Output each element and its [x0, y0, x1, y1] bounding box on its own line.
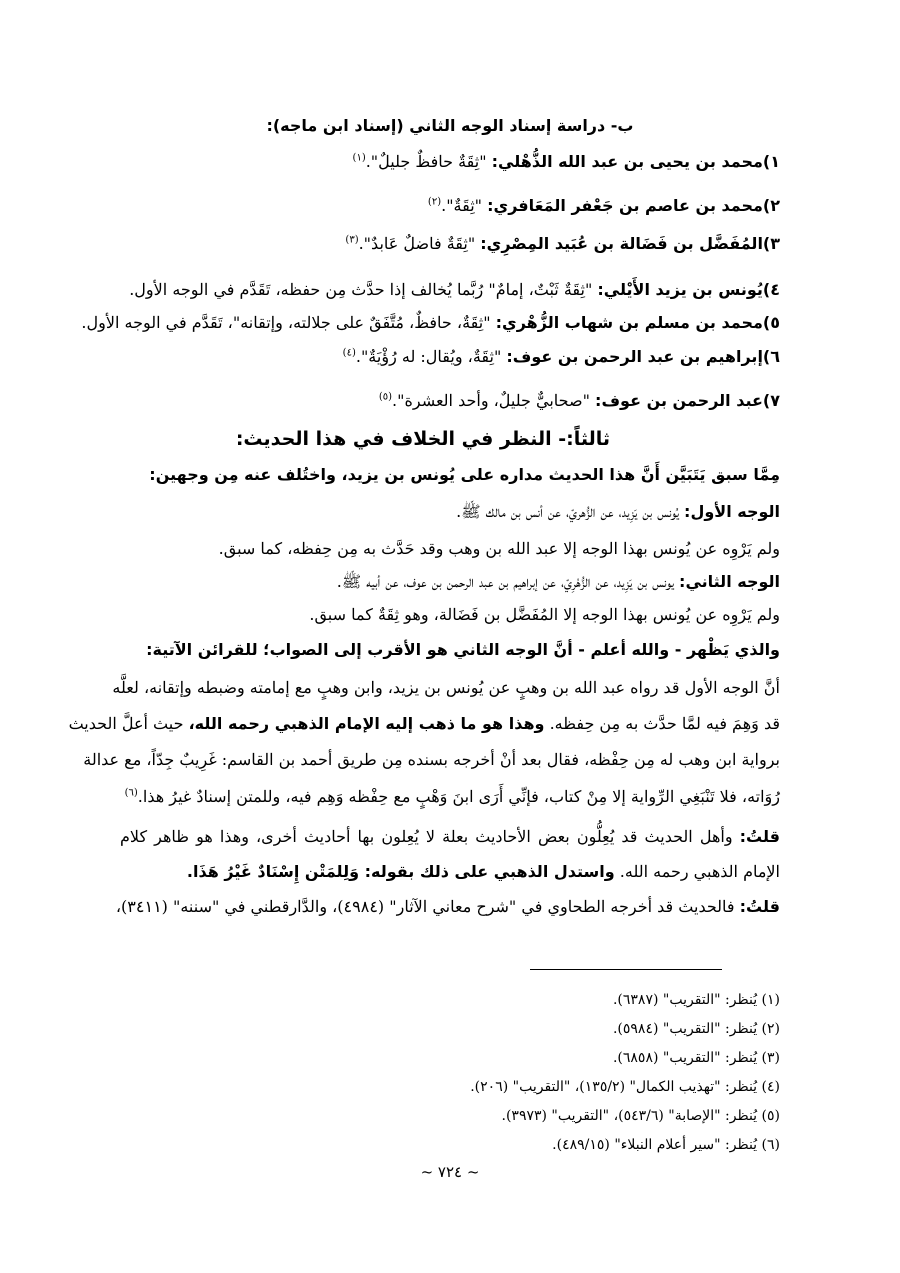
wajh-1 [120, 500, 780, 524]
para1-line3: برواية ابن وهب له مِن حِفْظه، فقال بعد أنْ أخرجه بسنده مِن طريق أحمد بن القاسم: غَرِيبٌ جِدّاً، مع عدالة [83, 750, 780, 769]
footnote-3: (٣) يُنظر: "التقريب" (٦٨٥٨). [612, 1050, 780, 1066]
narrator-5 [81, 311, 780, 335]
wajh-1-label: الوجه الأول: [684, 502, 780, 521]
narrator-grade: "ثِقَةٌ، ويُقال: له رُؤْيَةٌ". [355, 347, 507, 366]
footnote-4: (٤) يُنظر: "تهذيب الكمال" (١٣٥/٢)، "التقريب" (٢٠٦). [470, 1079, 780, 1095]
narrator-grade: "ثِقَةٌ حافظٌ جليلٌ". [365, 152, 492, 171]
para1-text: رُوَاته، فلا تَنْبَغِي الرِّواية إلا مِنْ كتاب، فإنِّي أَرَى ابنَ وَهْبٍ مع حِفْظه وَهِم فيه، وللمتن إسنادٌ غيرُ هذا. [137, 787, 780, 806]
narrator-4 [120, 278, 780, 302]
para1-text: حيث أعلَّ الحديث [68, 714, 189, 733]
narrator-num: ٤) [762, 280, 780, 299]
narrator-7 [120, 389, 780, 413]
conclusion-heading: والذي يَظْهر - والله أعلم - أنَّ الوجه الثاني هو الأقرب إلى الصواب؛ للقرائن الآتية: [146, 640, 780, 659]
narrator-num: ٦) [762, 347, 780, 366]
narrator-grade: "ثِقَةٌ، حافظٌ، مُتَّفَقٌ على جلالته، وإتقانه"، تَقَدَّم في الوجه الأول. [81, 313, 496, 332]
section-3-heading: ثالثاً:- النظر في الخلاف في هذا الحديث: [235, 428, 610, 450]
footnote-5: (٥) يُنظر: "الإصابة" (٥٤٣/٦)، "التقريب" (٣٩٧٣). [501, 1108, 780, 1124]
footnote-2: (٢) يُنظر: "التقريب" (٥٩٨٤). [612, 1021, 780, 1037]
wajh-1-text: يُونس بن يَزِيد، عن الزُّهريّ، عن أنس بن مالك ﷺ. [456, 502, 685, 521]
narrator-name: محمد بن مسلم بن شهاب الزُّهْري: [495, 313, 763, 332]
wajh-2-note: ولم يَرْوِه عن يُونس بهذا الوجه إلا المُفَضَّل بن فَضَالة، وهو ثِقَةٌ كما سبق. [309, 605, 780, 624]
footnote-ref: (١) [352, 152, 366, 164]
qultu-1-line1 [120, 825, 780, 849]
narrator-6 [120, 345, 780, 369]
narrator-3 [120, 232, 780, 256]
footnote-ref: (٦) [124, 787, 138, 799]
para1-bold: وهذا هو ما ذهب إليه الإمام الذهبي رحمه الله، [188, 714, 545, 733]
qultu-text: الإمام الذهبي رحمه الله. [614, 862, 780, 881]
narrator-name: محمد بن يحيى بن عبد الله الذُّهْلي: [491, 152, 763, 171]
qultu-1-line2 [120, 860, 780, 884]
narrator-grade: "ثِقَةٌ فاضلٌ عَابدٌ". [358, 234, 481, 253]
narrator-num: ٢) [762, 196, 780, 215]
narrator-name: عبد الرحمن بن عوف: [595, 391, 763, 410]
wajh-2 [120, 570, 780, 594]
qultu-label: قلتُ: [739, 897, 780, 916]
footnote-ref: (٢) [427, 196, 442, 208]
footnote-ref: (٣) [345, 234, 359, 246]
narrator-num: ١) [762, 152, 780, 171]
narrator-name: محمد بن عاصم بن جَعْفر المَعَافري: [487, 196, 763, 215]
para1-text: قد وَهِمَ فيه لمَّا حدَّث به مِن حِفظه. [544, 714, 780, 733]
qultu-text: وأهل الحديث قد يُعِلُّون بعض الأحاديث بعلة لا يُعِلون بها أحاديث أخرى، وهذا هو ظاهر كلام [120, 827, 740, 846]
para1-line2 [68, 712, 780, 736]
narrator-2 [120, 194, 780, 218]
para1-line1: أنَّ الوجه الأول قد رواه عبد الله بن وهبٍ عن يُونس بن يزيد، وابن وهبٍ مع إمامته وضبطه وإتقانه، لعلَّه [112, 678, 780, 697]
wajh-2-text: يونس بن يَزِيد، عن الزُّهْرِيّ، عن إبراهيم بن عبد الرحمن بن عوف، عن أبيه ﷺ. [336, 572, 680, 591]
narrator-num: ٧) [762, 391, 780, 410]
narrator-grade: "صحابيٌّ جليلٌ، وأحد العشرة". [392, 391, 596, 410]
wajh-2-label: الوجه الثاني: [679, 572, 780, 591]
footnote-separator [530, 969, 722, 970]
narrator-grade: "ثِقَةٌ". [441, 196, 488, 215]
page-number: ~ ٧٢٤ ~ [420, 1163, 480, 1181]
qultu-bold: واستدل الذهبي على ذلك بقوله: وَلِلمَتْن إِسْنَادٌ غَيْرُ هَذَا. [186, 862, 615, 881]
narrator-name: إبراهيم بن عبد الرحمن بن عوف: [506, 347, 763, 366]
narrator-name: يُونس بن يزيد الأَيْلي: [597, 280, 763, 299]
narrator-1 [120, 150, 780, 174]
narrator-num: ٥) [762, 313, 780, 332]
footnote-ref: (٤) [342, 347, 356, 359]
para1-line4 [120, 785, 780, 809]
narrator-num: ٣) [762, 234, 780, 253]
qultu-label: قلتُ: [739, 827, 780, 846]
footnote-ref: (٥) [378, 391, 393, 403]
footnote-1: (١) يُنظر: "التقريب" (٦٣٨٧). [612, 992, 780, 1008]
qultu-text: فالحديث قد أخرجه الطحاوي في "شرح معاني الآثار" (٤٩٨٤)، والدَّارقطني في "سننه" (٣٤١١)، [115, 897, 740, 916]
qultu-2 [115, 895, 780, 919]
intro-line: مِمَّا سبق يَتَبَيَّن أَنَّ هذا الحديث مداره على يُونس بن يزيد، واختُلف عنه مِن وجهين: [149, 465, 780, 484]
narrator-grade: "ثِقَةٌ ثَبْتٌ، إمامٌ" رُبَّما يُخالف إذا حدَّث مِن حفظه، تَقَدَّم في الوجه الأول. [129, 280, 598, 299]
footnote-6: (٦) يُنظر: "سير أعلام النبلاء" (٤٨٩/١٥). [552, 1137, 780, 1153]
narrator-name: المُفَضَّل بن فَضَالة بن عُبَيد المِصْرِي: [480, 234, 763, 253]
wajh-1-note: ولم يَرْوِه عن يُونس بهذا الوجه إلا عبد الله بن وهب وقد حَدَّث به مِن حِفظه، كما سبق. [218, 539, 780, 558]
section-b-heading: ب- دراسة إسناد الوجه الثاني (إسناد ابن ماجه): [266, 116, 634, 135]
